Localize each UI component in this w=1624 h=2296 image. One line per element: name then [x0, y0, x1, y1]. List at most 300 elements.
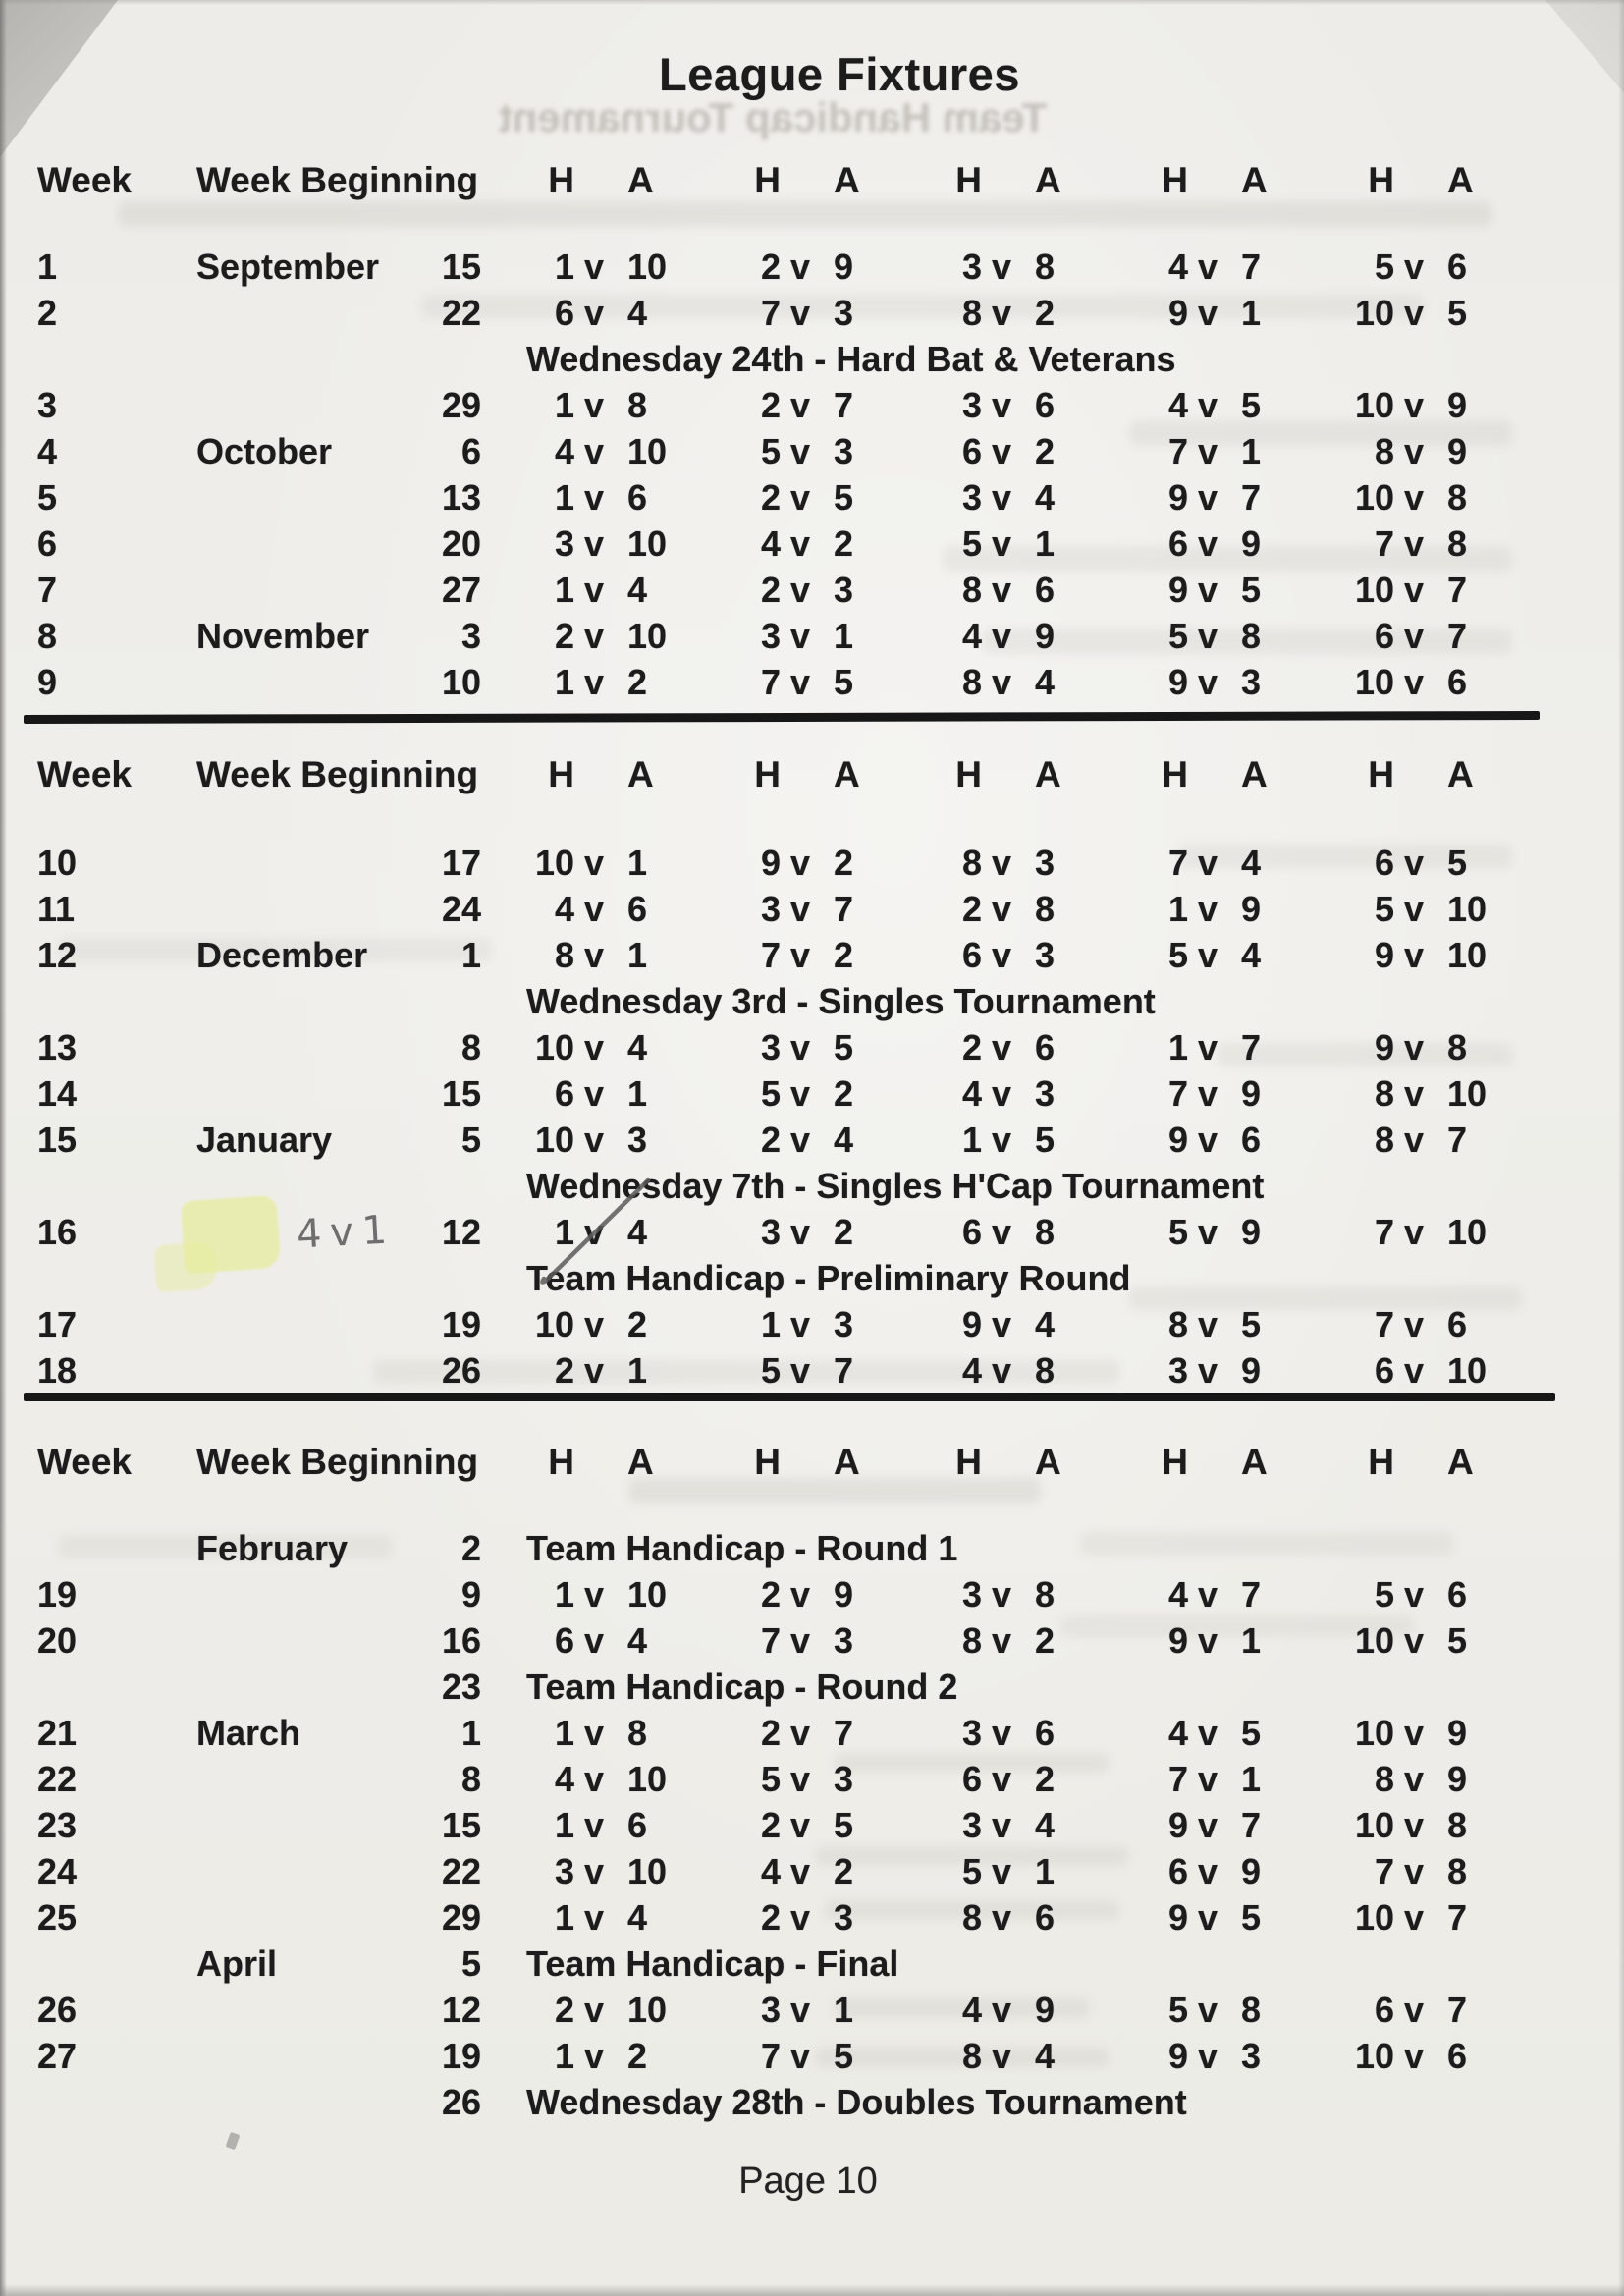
date-cell: 2 — [460, 1527, 481, 1568]
fixture-versus: v — [991, 1619, 1012, 1661]
scan-speck — [226, 2132, 241, 2150]
fixture-home: 7 — [1374, 1850, 1394, 1891]
fixture-home: 3 — [554, 1850, 574, 1891]
fixture-home: 2 — [760, 569, 781, 610]
fixture-home: 7 — [1167, 842, 1188, 883]
fixture-versus: v — [1403, 1896, 1425, 1938]
fixture-away: 10 — [627, 430, 668, 471]
fixture-versus: v — [1197, 2035, 1218, 2076]
fixture-home: 8 — [961, 842, 982, 883]
fixture-away: 9 — [1241, 522, 1262, 564]
fixture-home: 9 — [1167, 1804, 1188, 1845]
fixture-home: 6 — [1167, 522, 1188, 564]
fixture-versus: v — [789, 1896, 811, 1938]
month-cell: March — [196, 1712, 301, 1753]
fixture-away: 3 — [1241, 661, 1262, 702]
fixture-versus: v — [991, 661, 1012, 702]
fixture-away: 8 — [1035, 1211, 1056, 1252]
fixture-versus: v — [991, 1119, 1012, 1160]
fixture-home: 7 — [1167, 1072, 1188, 1114]
date-cell: 15 — [441, 1804, 481, 1845]
fixture-versus: v — [1197, 1119, 1218, 1160]
fixture-versus: v — [1403, 615, 1425, 656]
column-header-home: H — [955, 159, 982, 200]
fixture-versus: v — [1197, 1989, 1218, 2030]
fixture-home: 5 — [760, 430, 781, 471]
column-header-away: A — [627, 1441, 654, 1482]
date-cell: 17 — [441, 842, 481, 883]
week-cell: 25 — [37, 1896, 78, 1938]
fixture-away: 9 — [1447, 1712, 1468, 1753]
fixture-versus: v — [991, 476, 1012, 518]
fixture-versus: v — [583, 661, 605, 702]
fixture-away: 6 — [1035, 1026, 1056, 1067]
fixture-home: 7 — [760, 934, 781, 975]
event-label: Team Handicap - Round 2 — [526, 1666, 958, 1707]
date-cell: 12 — [441, 1211, 481, 1252]
fixture-home: 2 — [760, 1119, 781, 1160]
fixture-home: 2 — [760, 1804, 781, 1845]
fixture-away: 2 — [834, 1211, 854, 1252]
fixture-versus: v — [1403, 888, 1425, 929]
week-cell: 24 — [37, 1850, 78, 1891]
fixture-away: 10 — [1447, 1349, 1488, 1391]
week-cell: 18 — [37, 1349, 78, 1391]
fixture-versus: v — [583, 1026, 605, 1067]
fixture-home: 8 — [1374, 430, 1394, 471]
fixture-home: 9 — [1167, 292, 1188, 333]
fixture-row — [0, 1617, 1600, 1664]
fixture-versus: v — [583, 569, 605, 610]
fixture-versus: v — [991, 888, 1012, 929]
fixture-versus: v — [991, 292, 1012, 333]
fixture-home: 7 — [1167, 1758, 1188, 1799]
fixture-versus: v — [991, 615, 1012, 656]
fixture-away: 8 — [1241, 615, 1262, 656]
fixture-row — [0, 1987, 1600, 2033]
fixture-away: 7 — [1241, 476, 1262, 518]
fixture-away: 10 — [1447, 934, 1488, 975]
fixture-away: 7 — [1447, 1119, 1468, 1160]
column-header-away: A — [1447, 159, 1474, 200]
fixture-versus: v — [1403, 2035, 1425, 2076]
fixture-home: 7 — [1167, 430, 1188, 471]
fixture-home: 6 — [554, 292, 574, 333]
fixture-versus: v — [583, 1119, 605, 1160]
pen-strike-mark — [530, 1171, 663, 1293]
fixture-home: 9 — [1167, 476, 1188, 518]
fixture-home: 5 — [1374, 1573, 1394, 1614]
fixture-away: 6 — [627, 888, 648, 929]
fixture-versus: v — [583, 1712, 605, 1753]
fixture-away: 6 — [1035, 1896, 1056, 1938]
fixture-versus: v — [1403, 1211, 1425, 1252]
fixture-versus: v — [1197, 1712, 1218, 1753]
fixture-home: 3 — [760, 1026, 781, 1067]
week-cell: 10 — [37, 842, 78, 883]
week-cell: 23 — [37, 1804, 78, 1845]
column-header-away: A — [1241, 753, 1268, 794]
fixture-away: 3 — [1035, 842, 1056, 883]
fixture-away: 1 — [1241, 1758, 1262, 1799]
fixture-home: 4 — [1167, 1573, 1188, 1614]
fixture-away: 3 — [1035, 1072, 1056, 1114]
fixture-home: 3 — [760, 615, 781, 656]
fixture-away: 7 — [1241, 1804, 1262, 1845]
fixture-home: 4 — [554, 888, 574, 929]
fixture-away: 9 — [1241, 888, 1262, 929]
fixture-versus: v — [1197, 430, 1218, 471]
fixture-versus: v — [1197, 1211, 1218, 1252]
fixture-home: 3 — [1167, 1349, 1188, 1391]
fixture-home: 6 — [961, 1758, 982, 1799]
fixture-home: 6 — [554, 1072, 574, 1114]
fixture-versus: v — [1197, 888, 1218, 929]
fixture-away: 3 — [834, 1896, 854, 1938]
fixture-away: 3 — [834, 1758, 854, 1799]
week-cell: 22 — [37, 1758, 78, 1799]
column-header-home: H — [1162, 159, 1188, 200]
fixture-versus: v — [991, 934, 1012, 975]
column-header-row — [0, 1439, 1600, 1485]
fixture-home: 5 — [1167, 1989, 1188, 2030]
fixture-versus: v — [991, 1303, 1012, 1344]
fixture-versus: v — [1197, 1349, 1218, 1391]
fixture-away: 3 — [834, 569, 854, 610]
fixture-home: 6 — [1167, 1850, 1188, 1891]
fixture-versus: v — [1403, 1349, 1425, 1391]
fixture-versus: v — [991, 1026, 1012, 1067]
fixture-versus: v — [991, 1896, 1012, 1938]
fixture-home: 9 — [1167, 569, 1188, 610]
fixture-row — [0, 428, 1600, 474]
fixture-versus: v — [789, 888, 811, 929]
fixture-versus: v — [789, 2035, 811, 2076]
fixture-versus: v — [1197, 384, 1218, 425]
fixture-home: 2 — [760, 1573, 781, 1614]
fixture-away: 2 — [1035, 430, 1056, 471]
fixture-home: 3 — [961, 1573, 982, 1614]
fixture-versus: v — [789, 1804, 811, 1845]
fixture-home: 5 — [1167, 934, 1188, 975]
fixture-versus: v — [583, 384, 605, 425]
month-cell: April — [196, 1942, 278, 1984]
fixture-away: 5 — [834, 661, 854, 702]
fixture-home: 9 — [1167, 1619, 1188, 1661]
fixture-versus: v — [1403, 569, 1425, 610]
date-cell: 5 — [460, 1942, 481, 1984]
fixture-home: 2 — [961, 888, 982, 929]
fixture-away: 5 — [1241, 384, 1262, 425]
fixture-versus: v — [789, 1619, 811, 1661]
fixture-home: 6 — [961, 430, 982, 471]
fixture-home: 6 — [1374, 1989, 1394, 2030]
column-header-away: A — [1447, 1441, 1474, 1482]
fixture-versus: v — [789, 1989, 811, 2030]
fixture-away: 2 — [1035, 1619, 1056, 1661]
fixture-away: 1 — [1241, 430, 1262, 471]
scan-edge-shadow — [1618, 0, 1624, 2296]
fixture-row — [0, 290, 1600, 336]
date-cell: 1 — [460, 1712, 481, 1753]
fixture-home: 8 — [961, 661, 982, 702]
fixture-away: 10 — [627, 1989, 668, 2030]
fixture-away: 5 — [834, 476, 854, 518]
fixture-home: 6 — [1374, 615, 1394, 656]
fixture-away: 4 — [1035, 2035, 1056, 2076]
fixture-home: 10 — [1354, 1804, 1394, 1845]
fixture-home: 10 — [1354, 1896, 1394, 1938]
fixture-away: 7 — [1241, 1573, 1262, 1614]
fixture-versus: v — [1403, 1303, 1425, 1344]
fixture-away: 5 — [1447, 292, 1468, 333]
fixture-versus: v — [991, 246, 1012, 287]
fixture-home: 5 — [1374, 888, 1394, 929]
column-header-home: H — [1368, 159, 1394, 200]
fixture-versus: v — [1197, 661, 1218, 702]
event-row — [0, 336, 1600, 382]
fixture-versus: v — [789, 1211, 811, 1252]
fixture-away: 5 — [1241, 1303, 1262, 1344]
fixture-away: 1 — [1035, 1850, 1056, 1891]
fixture-versus: v — [1403, 1619, 1425, 1661]
date-cell: 15 — [441, 246, 481, 287]
bleed-through-smudge — [118, 201, 1492, 227]
week-cell: 4 — [37, 430, 58, 471]
fixture-away: 5 — [1241, 569, 1262, 610]
date-cell: 10 — [441, 661, 481, 702]
fixture-home: 2 — [554, 615, 574, 656]
fixture-versus: v — [1403, 1989, 1425, 2030]
date-cell: 6 — [460, 430, 481, 471]
fixture-away: 6 — [1241, 1119, 1262, 1160]
fixture-home: 2 — [961, 1026, 982, 1067]
fixture-away: 3 — [834, 430, 854, 471]
fixture-versus: v — [1197, 615, 1218, 656]
fixture-home: 2 — [760, 1712, 781, 1753]
week-cell: 13 — [37, 1026, 78, 1067]
column-header-home: H — [955, 1441, 982, 1482]
fixture-away: 8 — [1447, 476, 1468, 518]
fixture-away: 2 — [627, 661, 648, 702]
fixture-row — [0, 613, 1600, 659]
fixture-away: 8 — [1035, 1573, 1056, 1614]
fixture-versus: v — [583, 292, 605, 333]
fixture-home: 4 — [760, 1850, 781, 1891]
fixture-versus: v — [789, 522, 811, 564]
fixture-home: 5 — [760, 1072, 781, 1114]
fixture-versus: v — [1403, 1119, 1425, 1160]
fixture-row — [0, 1802, 1600, 1848]
fixture-away: 8 — [1241, 1989, 1262, 2030]
fixture-row — [0, 1894, 1600, 1941]
event-label: Wednesday 24th - Hard Bat & Veterans — [526, 338, 1176, 379]
fixture-home: 1 — [554, 1804, 574, 1845]
column-header-home: H — [548, 1441, 574, 1482]
fixture-away: 9 — [1241, 1349, 1262, 1391]
date-cell: 1 — [460, 934, 481, 975]
fixture-versus: v — [583, 934, 605, 975]
fixture-versus: v — [1197, 934, 1218, 975]
fixture-away: 7 — [834, 384, 854, 425]
fixture-away: 5 — [1241, 1896, 1262, 1938]
event-label: Team Handicap - Preliminary Round — [526, 1257, 1131, 1298]
fixture-versus: v — [583, 476, 605, 518]
fixture-away: 1 — [1241, 292, 1262, 333]
fixture-away: 10 — [627, 1758, 668, 1799]
fixture-versus: v — [1197, 1026, 1218, 1067]
column-header-week: Week — [37, 753, 132, 794]
date-cell: 26 — [441, 2081, 481, 2122]
scan-edge-shadow — [0, 0, 1624, 5]
fixture-away: 1 — [627, 1349, 648, 1391]
fixture-home: 10 — [1354, 1712, 1394, 1753]
fixture-away: 1 — [1241, 1619, 1262, 1661]
column-header-away: A — [834, 753, 860, 794]
event-label: Wednesday 7th - Singles H'Cap Tournament — [526, 1165, 1265, 1206]
fixture-home: 3 — [961, 476, 982, 518]
scan-edge-shadow — [0, 2284, 1624, 2296]
fixture-home: 1 — [554, 476, 574, 518]
fixture-away: 2 — [627, 1303, 648, 1344]
fixture-home: 10 — [1354, 1619, 1394, 1661]
fixture-home: 10 — [534, 1119, 574, 1160]
fixture-away: 4 — [1241, 934, 1262, 975]
week-cell: 20 — [37, 1619, 78, 1661]
fixture-home: 6 — [554, 1619, 574, 1661]
fixture-home: 3 — [961, 246, 982, 287]
event-label: Wednesday 28th - Doubles Tournament — [526, 2081, 1187, 2122]
fixture-away: 9 — [834, 246, 854, 287]
fixture-versus: v — [991, 1072, 1012, 1114]
fixture-away: 6 — [1447, 246, 1468, 287]
fixture-home: 5 — [1167, 615, 1188, 656]
fixture-versus: v — [1197, 842, 1218, 883]
fixture-away: 10 — [1447, 1211, 1488, 1252]
column-header-home: H — [1368, 1441, 1394, 1482]
fixture-home: 1 — [554, 384, 574, 425]
month-cell: November — [196, 615, 370, 656]
fixture-away: 2 — [1035, 292, 1056, 333]
fixture-away: 1 — [627, 1072, 648, 1114]
fixture-away: 2 — [834, 1850, 854, 1891]
fixture-versus: v — [583, 1989, 605, 2030]
column-header-home: H — [548, 159, 574, 200]
event-row — [0, 2079, 1600, 2125]
fixture-away: 6 — [1447, 1573, 1468, 1614]
date-cell: 19 — [441, 2035, 481, 2076]
fixture-home: 1 — [961, 1119, 982, 1160]
fixture-home: 3 — [760, 1211, 781, 1252]
fixture-home: 4 — [1167, 1712, 1188, 1753]
fixture-row — [0, 1117, 1600, 1163]
fixture-versus: v — [1403, 430, 1425, 471]
fixture-away: 6 — [1447, 1303, 1468, 1344]
fixture-home: 2 — [554, 1989, 574, 2030]
week-cell: 2 — [37, 292, 58, 333]
fixture-away: 1 — [1035, 522, 1056, 564]
fixture-home: 2 — [760, 384, 781, 425]
fixture-versus: v — [1197, 1804, 1218, 1845]
fixture-away: 7 — [1241, 1026, 1262, 1067]
fixture-home: 3 — [760, 1989, 781, 2030]
fixture-row — [0, 1347, 1600, 1394]
fixture-away: 7 — [834, 888, 854, 929]
fixture-versus: v — [991, 842, 1012, 883]
fixture-versus: v — [789, 1349, 811, 1391]
week-cell: 26 — [37, 1989, 78, 2030]
fixture-home: 7 — [1374, 1303, 1394, 1344]
fixture-versus: v — [789, 1712, 811, 1753]
month-cell: September — [196, 246, 380, 287]
date-cell: 29 — [441, 384, 481, 425]
fixture-home: 1 — [1167, 1026, 1188, 1067]
fixture-versus: v — [583, 1349, 605, 1391]
fixture-versus: v — [1403, 384, 1425, 425]
fixture-versus: v — [789, 615, 811, 656]
date-cell: 24 — [441, 888, 481, 929]
fixture-versus: v — [583, 1573, 605, 1614]
date-cell: 9 — [460, 1573, 481, 1614]
fixture-versus: v — [1197, 246, 1218, 287]
fixture-versus: v — [991, 384, 1012, 425]
fixture-away: 8 — [1447, 522, 1468, 564]
fixture-versus: v — [583, 1211, 605, 1252]
fixture-home: 5 — [1374, 246, 1394, 287]
fixture-versus: v — [583, 246, 605, 287]
fixture-home: 5 — [1167, 1211, 1188, 1252]
fixture-versus: v — [1403, 1573, 1425, 1614]
column-header-week-beginning: Week Beginning — [196, 159, 479, 200]
date-cell: 13 — [441, 476, 481, 518]
section-divider — [24, 711, 1540, 724]
fixture-away: 8 — [1447, 1804, 1468, 1845]
fixture-home: 5 — [760, 1349, 781, 1391]
week-cell: 17 — [37, 1303, 78, 1344]
fixture-away: 6 — [1447, 661, 1468, 702]
date-cell: 20 — [441, 522, 481, 564]
fixture-home: 8 — [961, 1896, 982, 1938]
date-cell: 16 — [441, 1619, 481, 1661]
fixture-versus: v — [1403, 1758, 1425, 1799]
fixture-away: 2 — [1035, 1758, 1056, 1799]
event-label: Team Handicap - Round 1 — [526, 1527, 958, 1568]
fixture-home: 1 — [1167, 888, 1188, 929]
fixture-versus: v — [583, 615, 605, 656]
handwritten-note: 4 v 1 — [295, 1207, 394, 1258]
fixture-row — [0, 1070, 1600, 1117]
fixture-home: 2 — [760, 1896, 781, 1938]
fixture-home: 1 — [554, 1712, 574, 1753]
fixture-row — [0, 1710, 1600, 1756]
event-row — [0, 1525, 1600, 1571]
fixture-away: 2 — [834, 934, 854, 975]
fixture-versus: v — [991, 2035, 1012, 2076]
fixture-versus: v — [1197, 292, 1218, 333]
fixture-versus: v — [991, 1712, 1012, 1753]
fixture-home: 3 — [554, 522, 574, 564]
fixture-versus: v — [1403, 1804, 1425, 1845]
fixture-versus: v — [789, 384, 811, 425]
week-cell: 15 — [37, 1119, 78, 1160]
fixture-home: 10 — [1354, 476, 1394, 518]
fixture-away: 5 — [834, 1804, 854, 1845]
fixture-away: 4 — [627, 1211, 648, 1252]
fixture-versus: v — [1197, 1573, 1218, 1614]
fixture-away: 1 — [834, 1989, 854, 2030]
fixture-away: 3 — [834, 1303, 854, 1344]
fixture-versus: v — [1197, 522, 1218, 564]
